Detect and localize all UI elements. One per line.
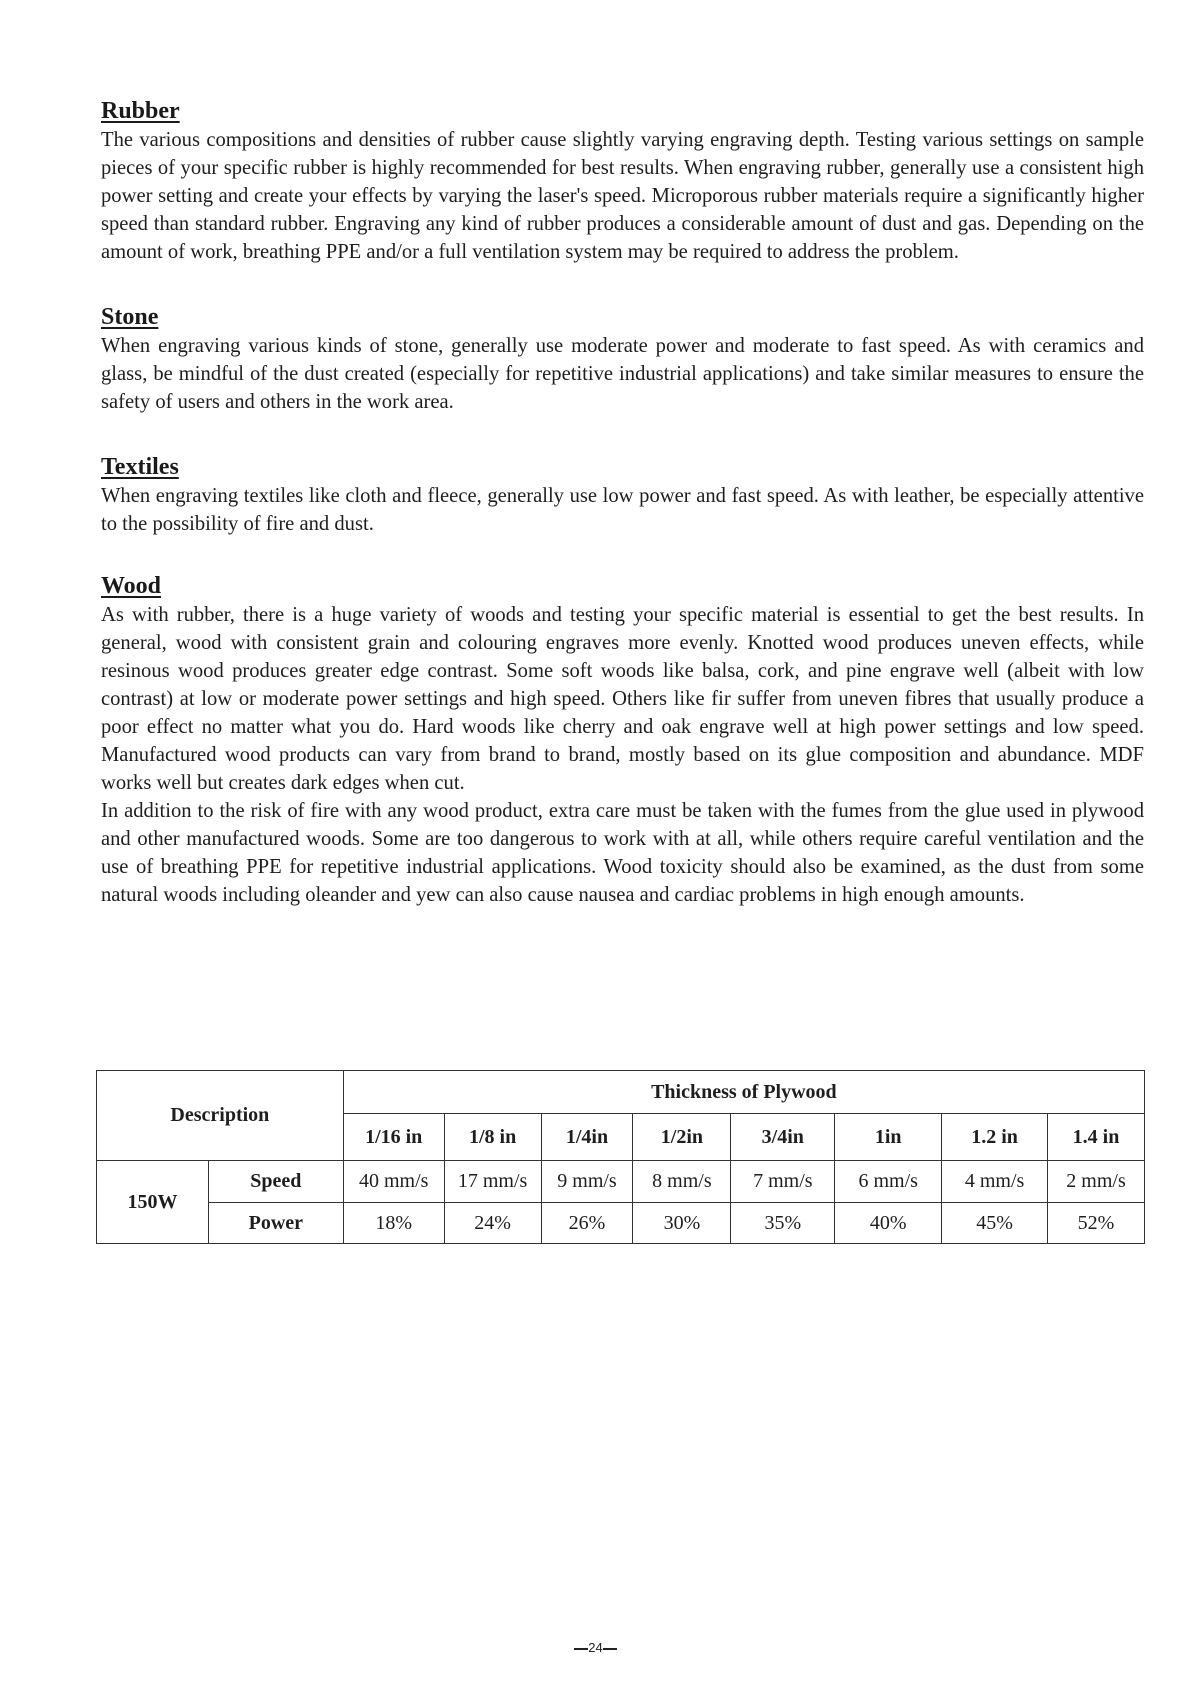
column-header: 1in xyxy=(835,1114,942,1161)
section-paragraph: As with rubber, there is a huge variety of woods and testing your specific material is essential to get the best results. In general, wood with consistent grain and colouring engraves more evenly. Knotted wood produces uneven effects, while resinous wood produces greater edge contrast. Some soft woods like balsa, cork, and pine engrave well (albeit with low contrast) at low or moderate power settings and high speed. Others like fir suffer from uneven fibres that usually produce a poor effect no matter what you do. Hard woods like cherry and oak engrave well at high power settings and low speed. Manufactured wood products can vary from brand to brand, mostly based on its glue composition and abundance. MDF works well but creates dark edges when cut. xyxy=(101,604,1144,794)
table-cell: 30% xyxy=(633,1203,731,1244)
table-cell: 26% xyxy=(541,1203,633,1244)
column-header: 3/4in xyxy=(731,1114,835,1161)
page-number-text: 24 xyxy=(588,1640,603,1655)
page-number xyxy=(0,1640,1191,1655)
section-heading: Textiles xyxy=(101,454,179,480)
section-heading: Stone xyxy=(101,304,159,330)
thickness-header: Thickness of Plywood xyxy=(343,1071,1144,1114)
page-number-dash xyxy=(574,1648,588,1650)
table-header-row xyxy=(97,1071,1145,1114)
speed-label: Speed xyxy=(208,1161,343,1203)
section-paragraph: When engraving textiles like cloth and fleece, generally use low power and fast speed. As with leather, be especially attentive to the possibility of fire and dust. xyxy=(101,485,1144,535)
plywood-settings-table xyxy=(96,1070,1145,1244)
description-header: Description xyxy=(97,1071,344,1161)
table-cell: 52% xyxy=(1048,1203,1145,1244)
table-cell: 17 mm/s xyxy=(444,1161,541,1203)
section-rubber xyxy=(101,96,1144,266)
page-number-dash xyxy=(603,1648,617,1650)
section-stone xyxy=(101,302,1144,416)
table-cell: 40% xyxy=(835,1203,942,1244)
column-header: 1.2 in xyxy=(942,1114,1048,1161)
table-row-power xyxy=(97,1203,1145,1244)
section-paragraph: In addition to the risk of fire with any wood product, extra care must be taken with the fumes from the glue used in plywood and other manufactured woods. Some are too dangerous to work with at all, while others require careful ventilation and the use of breathing PPE for repetitive industrial applications. Wood toxicity should also be examined, as the dust from some natural woods including oleander and yew can also cause nausea and cardiac problems in high enough amounts. xyxy=(101,800,1144,906)
table-cell: 4 mm/s xyxy=(942,1161,1048,1203)
section-heading: Wood xyxy=(101,573,162,599)
table-cell: 24% xyxy=(444,1203,541,1244)
section-paragraph: When engraving various kinds of stone, generally use moderate power and moderate to fast speed. As with ceramics and glass, be mindful of the dust created (especially for repetitive industrial applications) and take similar measures to ensure the safety of users and others in the work area. xyxy=(101,335,1144,413)
section-textiles xyxy=(101,452,1144,538)
document-body xyxy=(101,96,1144,909)
table-cell: 6 mm/s xyxy=(835,1161,942,1203)
section-paragraph: The various compositions and densities of rubber cause slightly varying engraving depth. Testing various settings on sample pieces of your specific rubber is highly recommended for best results. When engraving rubber, generally use a consistent high power setting and create your effects by varying the laser's speed. Microporous rubber materials require a significantly higher speed than standard rubber. Engraving any kind of rubber produces a considerable amount of dust and gas. Depending on the amount of work, breathing PPE and/or a full ventilation system may be required to address the problem. xyxy=(101,129,1144,263)
table-cell: 7 mm/s xyxy=(731,1161,835,1203)
column-header: 1/2in xyxy=(633,1114,731,1161)
laser-power-label: 150W xyxy=(97,1161,209,1244)
column-header: 1/4in xyxy=(541,1114,633,1161)
power-label: Power xyxy=(208,1203,343,1244)
table-cell: 35% xyxy=(731,1203,835,1244)
table-row-speed xyxy=(97,1161,1145,1203)
table-cell: 9 mm/s xyxy=(541,1161,633,1203)
column-header: 1.4 in xyxy=(1048,1114,1145,1161)
table-cell: 18% xyxy=(343,1203,444,1244)
column-header: 1/8 in xyxy=(444,1114,541,1161)
table-cell: 8 mm/s xyxy=(633,1161,731,1203)
table-cell: 45% xyxy=(942,1203,1048,1244)
table-cell: 2 mm/s xyxy=(1048,1161,1145,1203)
column-header: 1/16 in xyxy=(343,1114,444,1161)
section-heading: Rubber xyxy=(101,98,180,124)
table-cell: 40 mm/s xyxy=(343,1161,444,1203)
section-wood xyxy=(101,571,1144,909)
